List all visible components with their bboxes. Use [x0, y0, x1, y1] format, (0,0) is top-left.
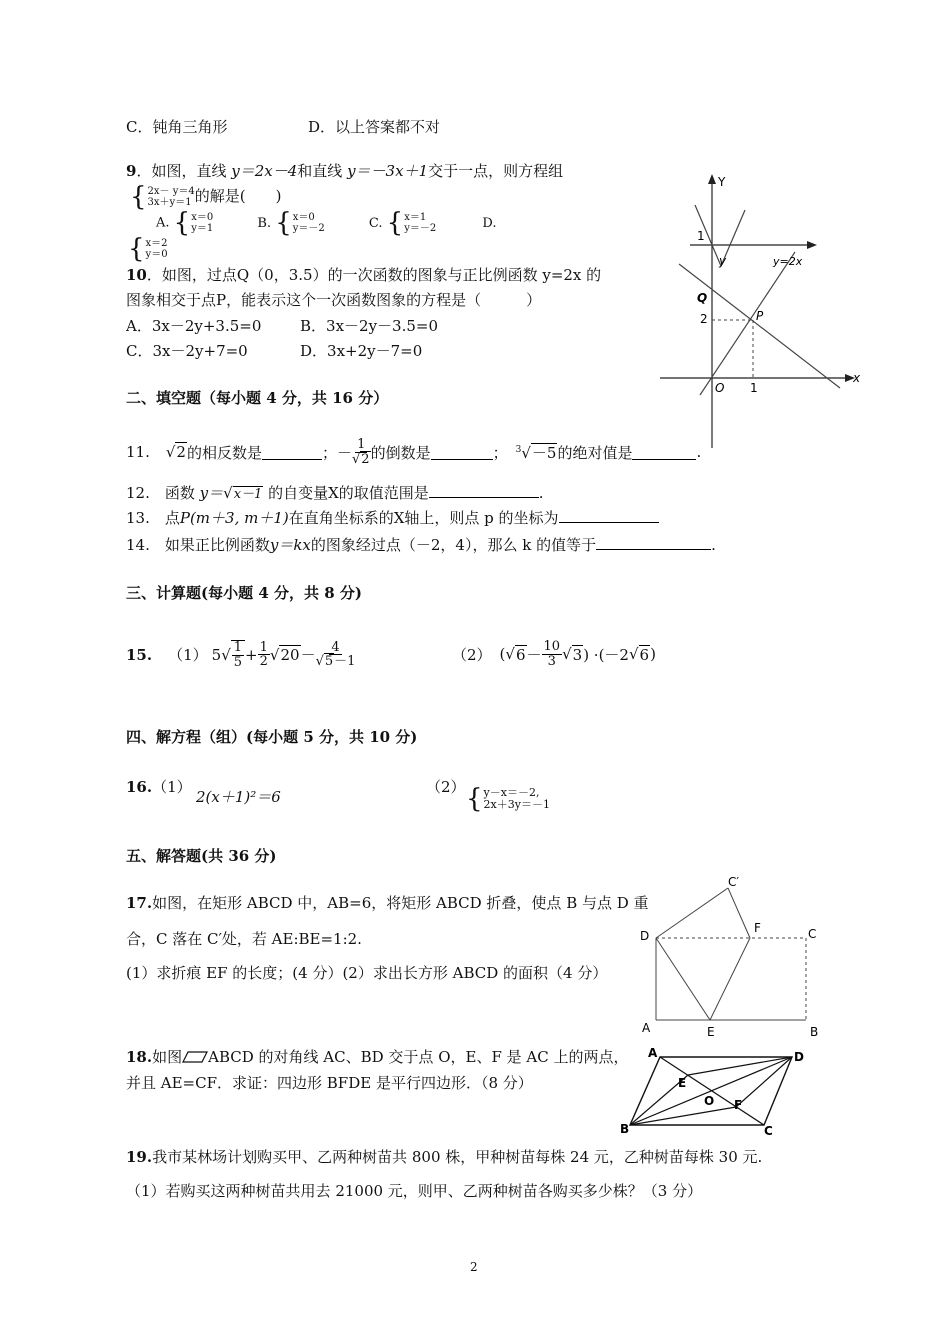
q16-eq1: 2(x＋1)²＝6 [196, 788, 281, 806]
q11-blank-1[interactable] [262, 445, 322, 460]
q9-options [156, 210, 496, 236]
q14-end: . [711, 536, 716, 554]
q9-d-row2: y＝0 [145, 249, 168, 260]
q15-e1-frac1-num: 1 [233, 640, 243, 655]
section3-title: 三、计算题(每小题 4 分，共 8 分) [126, 584, 362, 602]
rect-de [656, 938, 710, 1020]
q17-number: 17. [126, 894, 153, 912]
para-label-c: C [764, 1124, 773, 1135]
q15-e1-frac3-den-rest: －1 [334, 654, 356, 670]
q15-e1-frac2-num: 1 [259, 639, 268, 655]
q9-eq1: y＝2x－4 [231, 162, 298, 180]
q15-e2-mult: ) ·(－2 [583, 645, 629, 664]
q9-c-row1: x＝1 [404, 212, 427, 223]
q16-system-row2: 2x＋3y＝－1 [483, 798, 550, 811]
q11-end: . [696, 443, 702, 462]
q18-text-2: ABCD 的对角线 AC、BD 交于点 O，E、F 是 AC 上的两点， [208, 1048, 629, 1066]
q12-text-1: 12. 函数 [126, 484, 195, 502]
q9-text-3: 交于一点，则方程组 [428, 162, 564, 180]
para-label-e: E [678, 1076, 687, 1090]
q11: 11. √2 的相反数是 ；－ $\frac{1}{√2}$ 的倒数是 ； $^3$√－5 的绝对值是 . [126, 437, 702, 467]
q11-blank-2[interactable] [431, 445, 493, 460]
q11-frac-num: 1 [357, 437, 366, 452]
graph1-x-arrow [807, 241, 817, 249]
rect-fold-dcp [656, 888, 728, 938]
q15-part1-label: （1） [168, 646, 208, 665]
para-label-o: O [704, 1094, 715, 1108]
q15-e1-sqrt20: 20 [280, 646, 300, 665]
q11-cbrt-value: －5 [531, 443, 557, 462]
q18-number: 18. [126, 1047, 153, 1066]
q9-c-row2: y＝－2 [404, 223, 437, 234]
q15-e2-sqrt3: 3 [572, 645, 583, 664]
q17-text-1: 如图，在矩形 ABCD 中，AB=6，将矩形 ABCD 折叠，使点 B 与点 D 重 [152, 894, 649, 912]
graph1-y-label: Y [718, 175, 726, 189]
para-df [736, 1057, 792, 1107]
q9-option-b-label: B. [257, 215, 272, 231]
q10-option-a: A．3x－2y+3.5=0 [126, 317, 262, 335]
q9-stem [126, 160, 563, 181]
graph2-q-label: Q [697, 291, 708, 305]
q9-option-d: { x＝2 y＝0 [128, 234, 168, 264]
q10-option-b: B．3x－2y－3.5=0 [300, 317, 439, 335]
q9-system-row2: 3x＋y＝1 [147, 197, 192, 208]
para-label-d: D [794, 1050, 804, 1064]
q16-number: 16. [126, 778, 153, 796]
q10-number: 10 [126, 266, 147, 284]
q9-system: { 2x－ y＝4 3x＋y＝1 [130, 182, 195, 212]
para-label-f: F [734, 1098, 743, 1112]
q9-text-2: 和直线 [297, 162, 343, 180]
q9-text-4: 的解是( ) [194, 187, 282, 205]
q11-text-4: ； [492, 443, 508, 462]
q9-eq2: y＝－3x＋1 [347, 162, 429, 180]
q10-option-d: D．3x+2y－7=0 [300, 342, 423, 360]
q16-system: { y－x＝－2, 2x＋3y＝－1 [466, 784, 550, 814]
q12-text-2: 的自变量X的取值范围是 [268, 484, 429, 502]
graph2-x-label: x [853, 371, 861, 385]
q11-text-5: 的绝对值是 [557, 443, 633, 462]
q14-eq: y＝kx [269, 536, 311, 554]
graph2-origin-label: O [715, 381, 725, 395]
q16-system-row1: y－x＝－2, [483, 785, 540, 799]
q8-option-c: C．钝角三角形 [126, 118, 228, 136]
q13-text-1: 13. 点 [126, 509, 180, 527]
q15-e1-frac2-den: 2 [259, 654, 268, 670]
q19-line1 [126, 1146, 762, 1167]
graph2-line-label: y=2x [773, 255, 803, 268]
rect-label-e: E [707, 1025, 715, 1039]
q10-line2: 图象相交于点P，能表示这个一次函数图象的方程是（ ） [126, 291, 542, 309]
para-label-a: A [648, 1046, 658, 1060]
q9-a-row1: x＝0 [191, 212, 214, 223]
q15-number: 15. [126, 645, 153, 664]
q17-line1 [126, 892, 649, 913]
q15-e1-frac1 [231, 640, 245, 669]
section5-title: 五、解答题(共 36 分) [126, 847, 277, 865]
q14-text-1: 14. 如果正比例函数 [126, 536, 270, 554]
q11-text-2: ；－ [321, 443, 352, 462]
graph1-y-var: y [719, 254, 727, 268]
q19-number: 19. [126, 1148, 153, 1166]
q15-e1-frac1-den: 5 [233, 654, 243, 670]
q9-b-row2: y＝－2 [292, 223, 325, 234]
q11-text-1: 的相反数是 [186, 443, 262, 462]
para-de [688, 1057, 792, 1075]
q9-option-b: { x＝0 y＝－2 [275, 208, 325, 238]
q14-text-2: 的图象经过点（－2，4），那么 k 的值等于 [310, 536, 597, 554]
rect-label-c: C [808, 927, 817, 941]
q10-line1 [126, 264, 601, 285]
q9-option-a-label: A. [156, 215, 170, 231]
q12-blank[interactable] [429, 483, 539, 498]
q11-cbrt-index: 3 [515, 444, 522, 455]
graph2-one-label: 1 [750, 381, 758, 395]
q15-part2-label: （2） [452, 645, 492, 664]
q11-fraction: $\frac{1}{√2}$ [352, 437, 370, 467]
q8-option-d: D．以上答案都不对 [308, 118, 441, 136]
graph1-one-label: 1 [697, 229, 705, 243]
q14 [126, 534, 716, 555]
rect-label-a: A [642, 1021, 651, 1035]
section4-title: 四、解方程（组）(每小题 5 分，共 10 分) [126, 728, 418, 746]
q13-point: P(m＋3, m＋1) [179, 509, 289, 527]
q15-e1-frac3: $\frac{4}{√5-1}$ [315, 639, 356, 670]
q13-text-2: 在直角坐标系的X轴上，则点 p 的坐标为 [288, 509, 559, 527]
q15-e2-frac-den: 3 [547, 653, 556, 669]
q15-e2-open: ( [499, 645, 506, 664]
q16-part1 [126, 776, 192, 797]
q15-e1-frac2 [258, 641, 270, 669]
q18-text-1: 如图 [152, 1048, 183, 1066]
q9-b-row1: x＝0 [292, 212, 315, 223]
q9-system-line [130, 184, 281, 210]
q9-system-row1: 2x－ y＝4 [147, 186, 195, 197]
rect-fold-cpf [728, 888, 750, 938]
page-number: 2 [470, 1260, 478, 1274]
q17-rect-figure [630, 870, 830, 1045]
q16-part2 [426, 776, 466, 797]
q12-end: . [538, 484, 544, 502]
q12-radicand: x－1 [233, 487, 263, 502]
q9-q10-graph [655, 170, 870, 450]
q9-d-row1: x＝2 [145, 238, 168, 249]
q18-line1 [126, 1046, 628, 1067]
q10-text-1: ．如图，过点Q（0，3.5）的一次函数的图象与正比例函数 y=2x 的 [146, 266, 602, 284]
q9-a-row2: y＝1 [191, 223, 214, 234]
q9-text-1: ．如图，直线 [136, 162, 227, 180]
graph2-p-label: P [756, 309, 764, 323]
q17-line2: 合，C 落在 C′处，若 AE:BE=1:2. [126, 930, 362, 948]
q12: 12. 函数 y＝√x－1 的自变量X的取值范围是 . [126, 484, 544, 502]
q9-option-d-label: D. [482, 215, 497, 231]
q15: 15. （1） 5 √ $\frac{1}{5}$ + $\frac{1}{2}$ √ 20 － $\frac{4}{√5-1}$ [126, 639, 356, 670]
q15-part2: （2） ( √ 6 － $\frac{10}{3}$ √ 3 ) ·(－2 √ 6 ) [452, 639, 656, 669]
graph2-two-label: 2 [700, 312, 708, 326]
q15-e2-frac [542, 640, 563, 668]
q11-frac-den: 2 [361, 451, 370, 467]
q9-number: 9 [126, 162, 137, 180]
q15-e2-sqrt6b: 6 [639, 645, 650, 664]
parallelogram-icon [182, 1051, 208, 1063]
para-label-b: B [620, 1122, 630, 1135]
q11-blank-3[interactable] [632, 445, 696, 460]
q13 [126, 507, 659, 528]
q18-parallelogram-figure [618, 1045, 818, 1135]
q11-sqrt2: 2 [176, 443, 186, 462]
q14-blank[interactable] [596, 535, 711, 550]
rect-label-d: D [640, 929, 650, 943]
q16-part2-label: （2） [426, 778, 466, 796]
q9-option-c: { x＝1 y＝－2 [386, 208, 437, 238]
q15-e2-sqrt6: 6 [515, 645, 526, 664]
graph1-y-arrow [708, 174, 716, 184]
q15-e1-plus: + [245, 645, 258, 664]
graph2-line-y2x [700, 252, 795, 395]
q15-e2-minus: － [526, 645, 542, 664]
q15-e1-minus: － [300, 646, 316, 665]
q15-e1-coef: 5 [211, 645, 222, 664]
rect-ef [710, 938, 750, 1020]
graph2-line-qp [679, 264, 840, 388]
q12-eq: y＝ [199, 484, 224, 502]
q11-number: 11. [126, 443, 150, 462]
q15-e2-close: ) [650, 645, 656, 664]
q9-option-a: { x＝0 y＝1 [173, 208, 214, 238]
q19-line2: （1）若购买这两种树苗共用去 21000 元，则甲、乙两种树苗各购买多少株？（3 分） [126, 1182, 703, 1200]
q10-option-c: C．3x－2y+7=0 [126, 342, 248, 360]
q17-line3: (1）求折痕 EF 的长度；(4 分）(2）求出长方形 ABCD 的面积（4 分） [126, 964, 608, 982]
q15-e1-frac3-den-root: 5 [324, 654, 334, 670]
q15-e2-frac-num: 10 [543, 639, 561, 654]
rect-label-b: B [810, 1025, 819, 1039]
q13-blank[interactable] [559, 508, 659, 523]
para-bf [630, 1107, 736, 1125]
q11-text-3: 的倒数是 [370, 443, 431, 462]
q18-line2: 并且 AE=CF．求证：四边形 BFDE 是平行四边形．（8 分） [126, 1074, 533, 1092]
q16-part1-label: （1） [152, 778, 192, 796]
q15-e1-frac3-num: 4 [331, 639, 340, 655]
rect-label-f: F [754, 921, 761, 935]
q9-option-c-label: C. [368, 215, 383, 231]
rect-label-cprime: C′ [728, 875, 740, 889]
section2-title: 二、填空题（每小题 4 分，共 16 分） [126, 389, 389, 407]
q19-text-1: 我市某林场计划购买甲、乙两种树苗共 800 株，甲种树苗每株 24 元，乙种树苗每株 30 元. [152, 1148, 763, 1166]
